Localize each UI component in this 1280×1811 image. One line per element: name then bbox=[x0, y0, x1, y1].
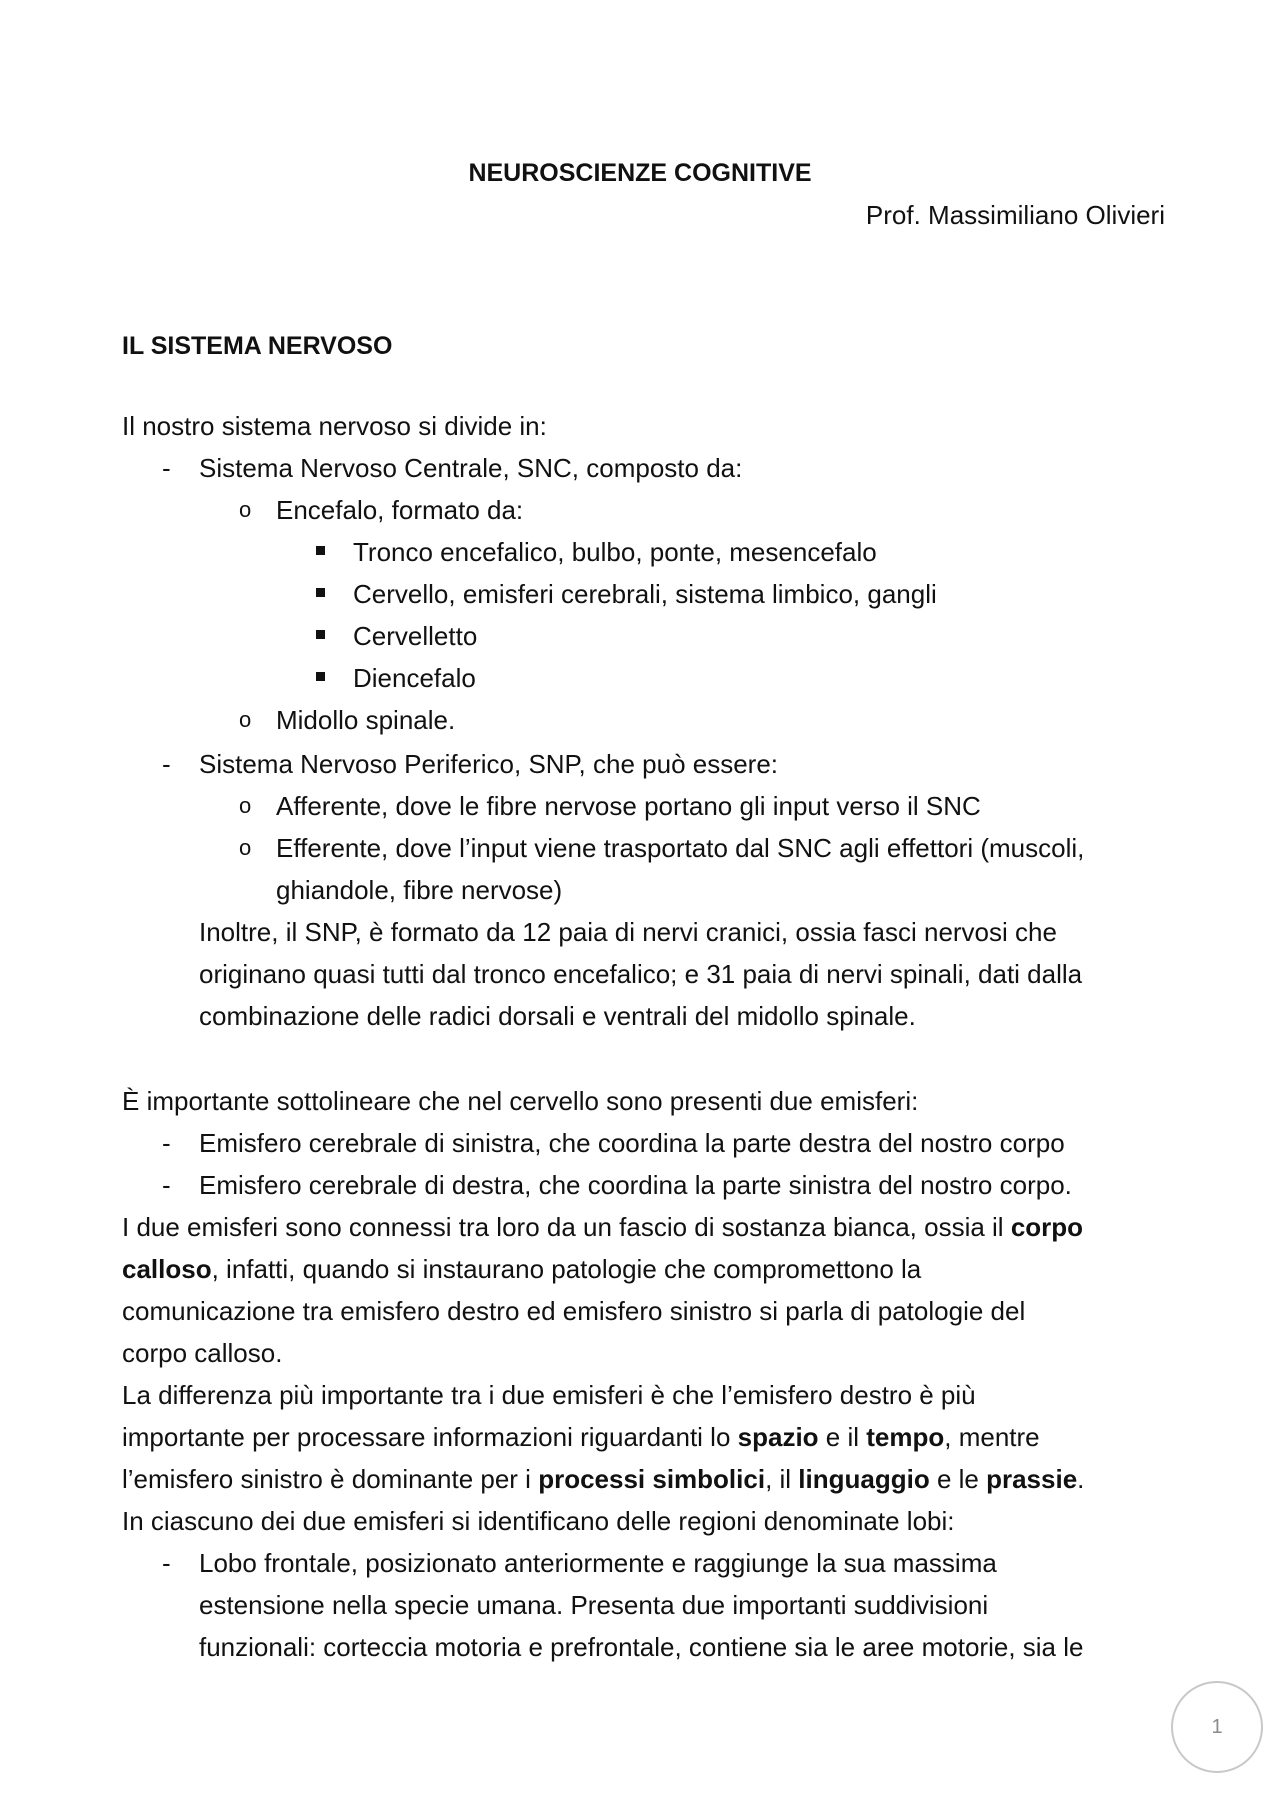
text-run: importante per processare informazioni riguardanti lo bbox=[122, 1422, 738, 1452]
corpo-calloso-line: corpo calloso. bbox=[122, 1338, 283, 1368]
text-run: e le bbox=[929, 1464, 987, 1494]
efferente-text: Efferente, dove l’input viene trasportato dal SNC agli effettori (muscoli, bbox=[276, 833, 1085, 863]
circle-bullet: o bbox=[239, 707, 252, 732]
snp-note-line: Inoltre, il SNP, è formato da 12 paia di nervi cranici, ossia fasci nervosi che bbox=[199, 917, 1057, 947]
bold-term: corpo bbox=[1010, 1212, 1084, 1242]
encefalo-label: Encefalo, formato da: bbox=[276, 495, 524, 525]
dash-bullet: - bbox=[162, 453, 171, 483]
afferente-text: Afferente, dove le fibre nervose portano gli input verso il SNC bbox=[276, 791, 981, 821]
intro-text: Il nostro sistema nervoso si divide in: bbox=[122, 411, 547, 441]
text-run: l’emisfero sinistro è dominante per i bbox=[122, 1464, 539, 1494]
lobo-frontale-line: Lobo frontale, posizionato anteriormente e raggiunge la sua massima bbox=[199, 1548, 997, 1578]
square-bullet bbox=[316, 672, 325, 681]
circle-bullet: o bbox=[239, 497, 252, 522]
text-run: , il bbox=[765, 1464, 799, 1494]
text-run: e il bbox=[818, 1422, 867, 1452]
circle-bullet: o bbox=[239, 793, 252, 818]
bold-term: prassie bbox=[986, 1464, 1078, 1494]
bold-term: calloso bbox=[122, 1254, 212, 1284]
dash-bullet: - bbox=[162, 1170, 171, 1200]
text-run: . bbox=[1077, 1464, 1085, 1494]
lobi-intro: In ciascuno dei due emisferi si identificano delle regioni denominate lobi: bbox=[122, 1506, 955, 1536]
bold-term: tempo bbox=[866, 1422, 945, 1452]
differenza-line: La differenza più importante tra i due emisferi è che l’emisfero destro è più bbox=[122, 1380, 976, 1410]
page-number: 1 bbox=[1171, 1681, 1263, 1773]
bold-term: processi simbolici bbox=[538, 1464, 766, 1494]
square-bullet bbox=[316, 588, 325, 597]
efferente-text-cont: ghiandole, fibre nervose) bbox=[276, 875, 563, 905]
emisfero-item: Emisfero cerebrale di sinistra, che coordina la parte destra del nostro corpo bbox=[199, 1128, 1065, 1158]
corpo-calloso-line bbox=[122, 1248, 921, 1290]
document-title: NEUROSCIENZE COGNITIVE bbox=[468, 159, 812, 187]
dash-bullet: - bbox=[162, 749, 171, 779]
midollo-label: Midollo spinale. bbox=[276, 705, 456, 735]
differenza-line bbox=[122, 1416, 1040, 1458]
text-run: , infatti, quando si instaurano patologie che compromettono la bbox=[211, 1254, 922, 1284]
text-run: , mentre bbox=[944, 1422, 1040, 1452]
bold-term: linguaggio bbox=[798, 1464, 930, 1494]
lobo-frontale-line: estensione nella specie umana. Presenta due importanti suddivisioni bbox=[199, 1590, 989, 1620]
author-line: Prof. Massimiliano Olivieri bbox=[865, 200, 1165, 230]
emisfero-item: Emisfero cerebrale di destra, che coordina la parte sinistra del nostro corpo. bbox=[199, 1170, 1072, 1200]
snp-label: Sistema Nervoso Periferico, SNP, che può essere: bbox=[199, 749, 779, 779]
snp-note-line: combinazione delle radici dorsali e ventrali del midollo spinale. bbox=[199, 1001, 916, 1031]
text-run: I due emisferi sono connessi tra loro da un fascio di sostanza bianca, ossia il bbox=[122, 1212, 1011, 1242]
corpo-calloso-line bbox=[122, 1206, 1083, 1248]
square-bullet bbox=[316, 630, 325, 639]
encefalo-item: Diencefalo bbox=[353, 663, 476, 693]
section-heading: IL SISTEMA NERVOSO bbox=[122, 332, 393, 360]
snc-label: Sistema Nervoso Centrale, SNC, composto da: bbox=[199, 453, 743, 483]
differenza-line bbox=[122, 1458, 1084, 1500]
encefalo-item: Cervello, emisferi cerebrali, sistema limbico, gangli bbox=[353, 579, 937, 609]
encefalo-item: Tronco encefalico, bulbo, ponte, mesencefalo bbox=[353, 537, 877, 567]
dash-bullet: - bbox=[162, 1548, 171, 1578]
encefalo-item: Cervelletto bbox=[353, 621, 478, 651]
corpo-calloso-line: comunicazione tra emisfero destro ed emisfero sinistro si parla di patologie del bbox=[122, 1296, 1026, 1326]
emisferi-intro: È importante sottolineare che nel cervello sono presenti due emisferi: bbox=[122, 1086, 919, 1116]
square-bullet bbox=[316, 546, 325, 555]
dash-bullet: - bbox=[162, 1128, 171, 1158]
snp-note-line: originano quasi tutti dal tronco encefalico; e 31 paia di nervi spinali, dati dalla bbox=[199, 959, 1083, 989]
lobo-frontale-line: funzionali: corteccia motoria e prefrontale, contiene sia le aree motorie, sia le bbox=[199, 1632, 1084, 1662]
bold-term: spazio bbox=[737, 1422, 819, 1452]
circle-bullet: o bbox=[239, 835, 252, 860]
